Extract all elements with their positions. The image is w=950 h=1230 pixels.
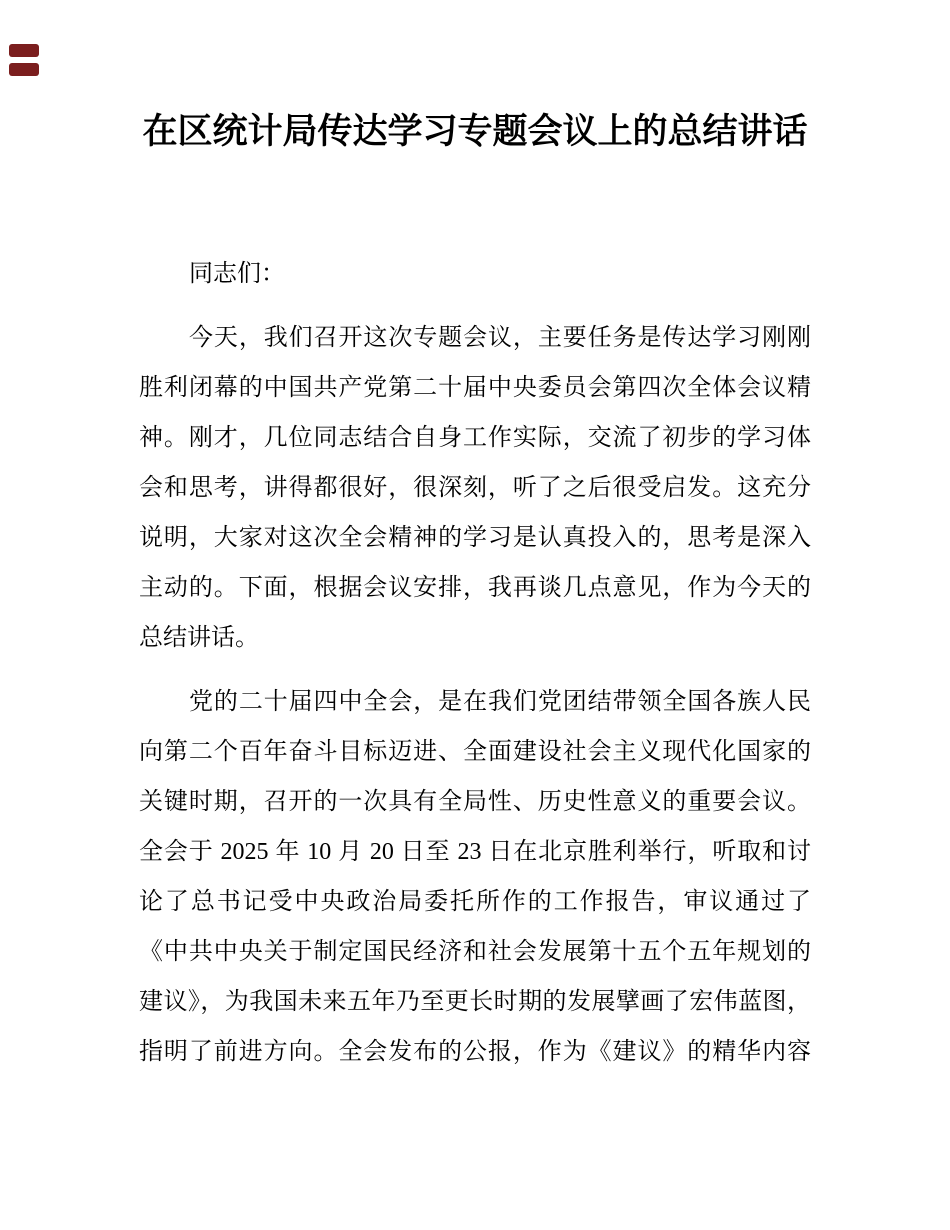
text-line: 会和思考，讲得都很好，很深刻，听了之后很受启发。这充分 xyxy=(139,475,811,501)
page-title: 在区统计局传达学习专题会议上的总结讲话 xyxy=(142,112,808,151)
text-line: 建议》，为我国未来五年乃至更长时期的发展擘画了宏伟蓝图， xyxy=(139,989,811,1015)
text-line: 关键时期，召开的一次具有全局性、历史性意义的重要会议。 xyxy=(139,789,811,815)
paragraph xyxy=(139,313,811,663)
text-line: 论了总书记受中央政治局委托所作的工作报告，审议通过了 xyxy=(139,889,811,915)
red-marker-bar-icon xyxy=(9,44,39,57)
text-line: 党的二十届四中全会，是在我们党团结带领全国各族人民 xyxy=(189,689,811,715)
document-body xyxy=(139,249,811,1077)
text-line: 今天，我们召开这次专题会议，主要任务是传达学习刚刚 xyxy=(189,325,811,351)
text-line: 总结讲话。 xyxy=(139,625,259,651)
text-line: 胜利闭幕的中国共产党第二十届中央委员会第四次全体会议精 xyxy=(139,375,811,401)
paragraph xyxy=(139,677,811,1077)
text-line: 说明，大家对这次全会精神的学习是认真投入的，思考是深入 xyxy=(139,525,811,551)
text-line: 主动的。下面，根据会议安排，我再谈几点意见，作为今天的 xyxy=(139,575,811,601)
red-marker-bar-icon xyxy=(9,63,39,76)
corner-markers xyxy=(9,44,39,76)
salutation-line: 同志们： xyxy=(189,261,285,287)
text-line: 全会于 2025 年 10 月 20 日至 23 日在北京胜利举行，听取和讨 xyxy=(139,839,811,865)
text-line: 神。刚才，几位同志结合自身工作实际，交流了初步的学习体 xyxy=(139,425,811,451)
text-line: 指明了前进方向。全会发布的公报，作为《建议》的精华内容 xyxy=(139,1039,811,1065)
text-line: 《中共中央关于制定国民经济和社会发展第十五个五年规划的 xyxy=(139,939,811,965)
text-line: 向第二个百年奋斗目标迈进、全面建设社会主义现代化国家的 xyxy=(139,739,811,765)
